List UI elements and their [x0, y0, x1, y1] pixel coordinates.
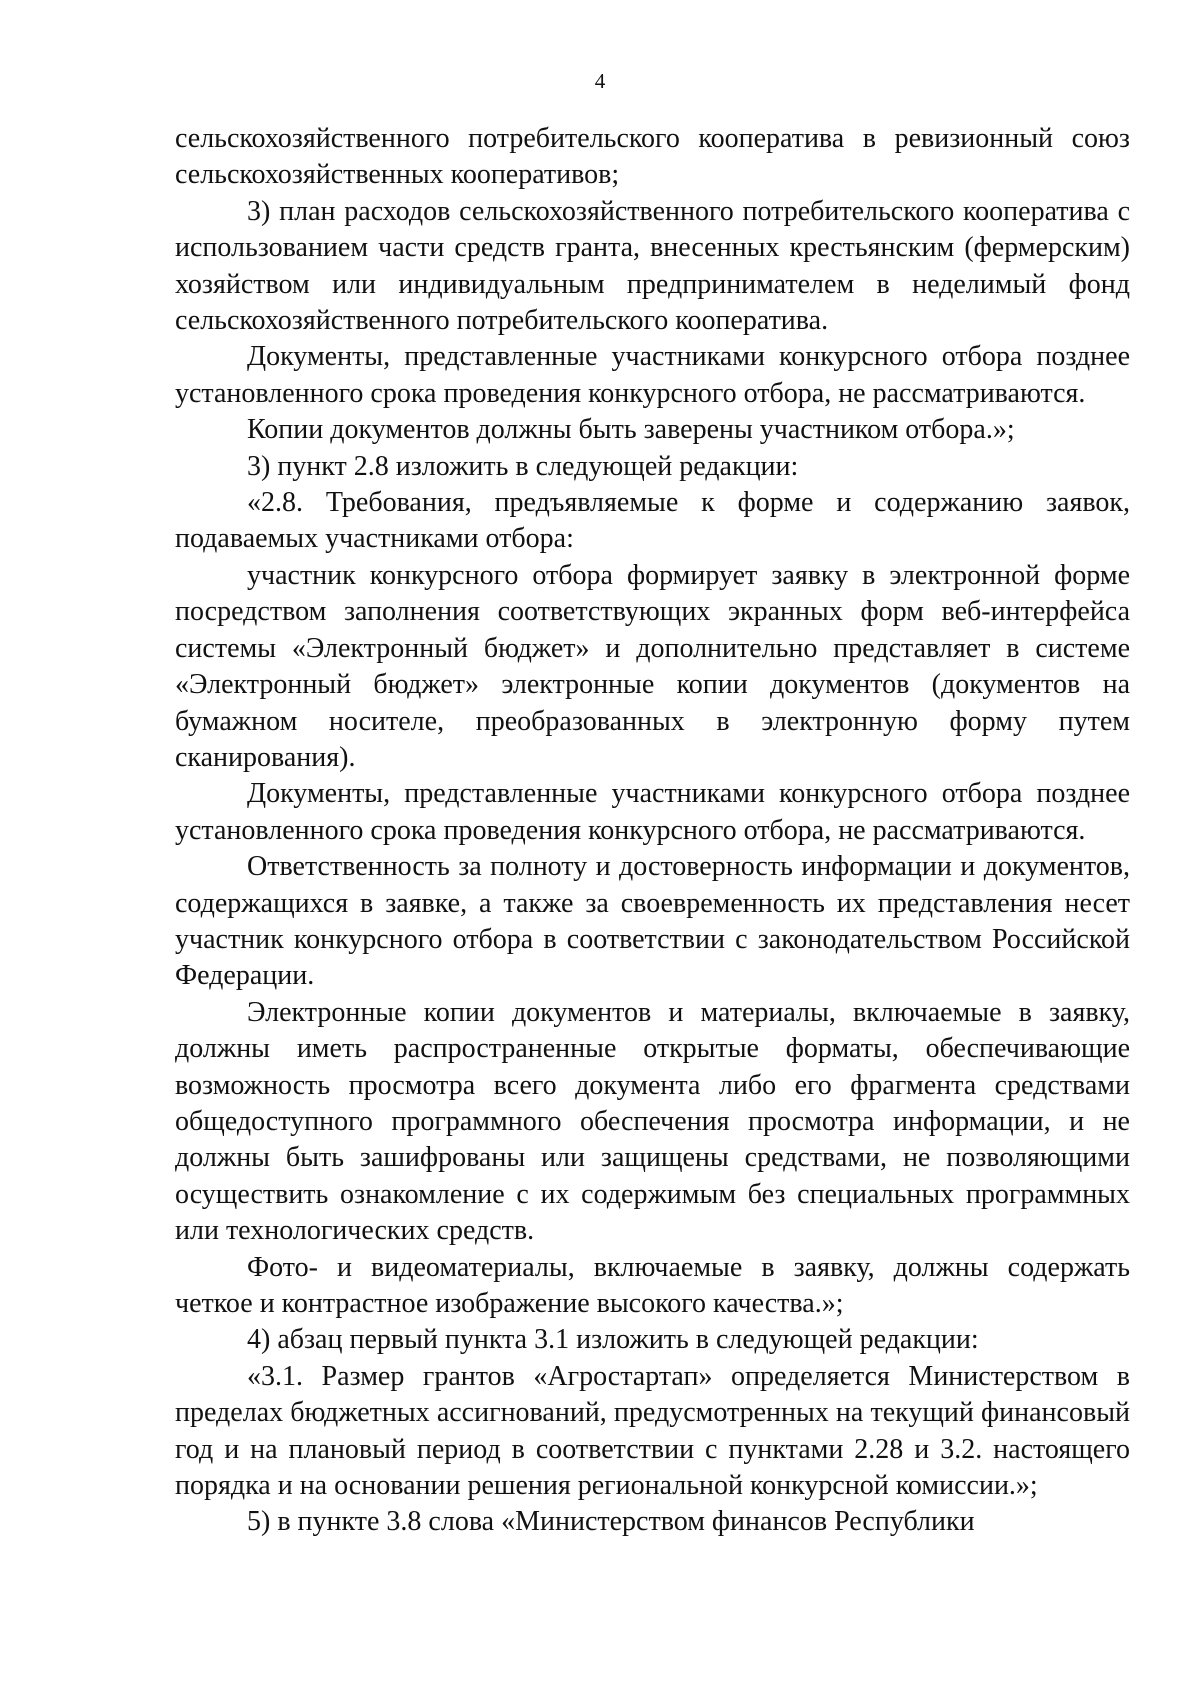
paragraph-continuation: сельскохозяйственного потребительского кооператива в ревизионный союз сельскохозяйственных кооперативов; [175, 123, 1130, 191]
paragraph: 4) абзац первый пункта 3.1 изложить в следующей редакции: [247, 1324, 979, 1356]
paragraph: «3.1. Размер грантов «Агростартап» определяется Министерством в пределах бюджетных ассигнований, предусмотренных на текущий финансовый год и на плановый период в соответствии с пунктами 2.28 и 3.2. настоящего порядка и на основании решения региональной конкурсной комиссии.»; [175, 1360, 1130, 1502]
document-body [175, 121, 1130, 1541]
paragraph: 3) пункт 2.8 изложить в следующей редакции: [247, 450, 799, 482]
paragraph: 5) в пункте 3.8 слова «Министерством финансов Республики [247, 1506, 975, 1538]
paragraph: Фото- и видеоматериалы, включаемые в заявку, должны содержать четкое и контрастное изображение высокого качества.»; [175, 1251, 1130, 1319]
paragraph: Копии документов должны быть заверены участником отбора.»; [247, 414, 1015, 446]
paragraph: Документы, представленные участниками конкурсного отбора позднее установленного срока проведения конкурсного отбора, не рассматриваются. [175, 341, 1130, 409]
paragraph: «2.8. Требования, предъявляемые к форме и содержанию заявок, подаваемых участниками отбора: [175, 487, 1130, 555]
paragraph: Электронные копии документов и материалы, включаемые в заявку, должны иметь распространенные открытые форматы, обеспечивающие возможность просмотра всего документа либо его фрагмента средствами общедоступного программного обеспечения просмотра информации, и не должны быть зашифрованы или защищены средствами, не позволяющими осуществить ознакомление с их содержимым без специальных программных или технологических средств. [175, 996, 1130, 1247]
paragraph: 3) план расходов сельскохозяйственного потребительского кооператива с использованием части средств гранта, внесенных крестьянским (фермерским) хозяйством или индивидуальным предпринимателем в неделимый фонд сельскохозяйственного потребительского кооператива. [175, 195, 1130, 337]
page-number: 4 [594, 69, 606, 93]
paragraph: Ответственность за полноту и достоверность информации и документов, содержащихся в заявке, а также за своевременность их представления несет участник конкурсного отбора в соответствии с законодательством Российской Федерации. [175, 851, 1130, 992]
paragraph: Документы, представленные участниками конкурсного отбора позднее установленного срока проведения конкурсного отбора, не рассматриваются. [175, 778, 1130, 846]
paragraph: участник конкурсного отбора формирует заявку в электронной форме посредством заполнения соответствующих экранных форм веб-интерфейса системы «Электронный бюджет» и дополнительно представляет в системе «Электронный бюджет» электронные копии документов (документов на бумажном носителе, преобразованных в электронную форму путем сканирования). [175, 559, 1130, 773]
